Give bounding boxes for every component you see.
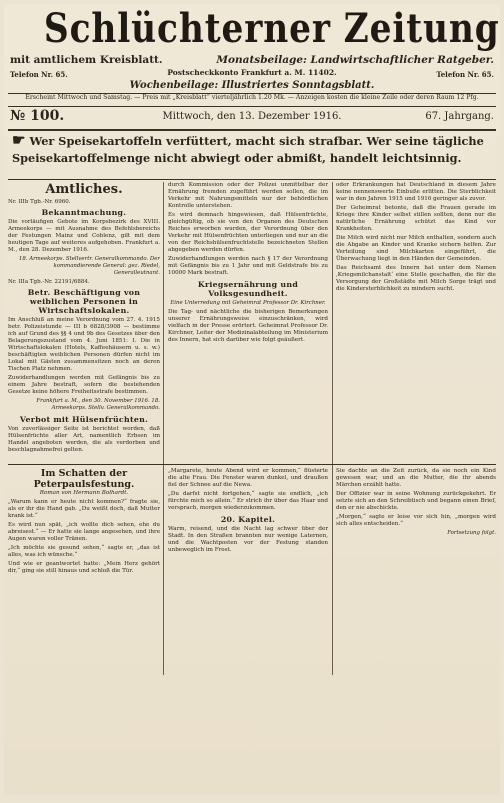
column-middle <box>168 182 328 464</box>
continued-note: Fortsetzung folgt. <box>447 530 496 536</box>
price-line: Erscheint Mittwoch und Samstag. — Preis mit „Kreisblatt“ vierteljährlich 1.20 Mk. — Anzeigen kosten die kleine Zeile oder deren Raum 12 Pfg. <box>25 94 479 101</box>
article-paragraph: Die vorläufigen Gebote im Korpsbezirk des XVIII. Armeekorps — mit Ausnahme des Befehlsbereichs der Festungen Mainz und Coblenz, gilt mit dem heutigen Tage auf weiteres aufgehoben. Frankfurt a. M., den 28. Dezember 1916. <box>8 219 160 253</box>
column-divider <box>332 182 333 675</box>
reference-number: Nr. IIIb Tgb.-Nr. 6960. <box>8 199 71 205</box>
feuilleton-divider <box>8 464 496 465</box>
banner-text: Wer Speisekartoffeln verfüttert, macht sich strafbar. Wer seine tägliche Speisekartoffelmenge nicht abwiegt oder abmißt, handelt leichtsinnig. <box>12 134 484 165</box>
serial-novel-column-2 <box>168 468 328 791</box>
article-paragraph: Zuwiderhandlungen werden mit Gefängnis bis zu einem Jahre bestraft, sofern die bestehenden Gesetze keine höhere Freiheitsstrafe bestimmen. <box>8 375 160 395</box>
article-paragraph: Von zuverlässiger Seite ist berichtet worden, daß Hülsenfrüchte aller Art, namentlich Erbsen im Handel angeboten werden, die als verdorben und beschlagnahmefrei gelten. <box>8 426 160 452</box>
serial-novel-column-1 <box>8 468 160 791</box>
newspaper-page <box>4 4 500 795</box>
postal-account: Postscheckkonto Frankfurt a. M. 11402. <box>167 68 337 77</box>
article-heading: Verbot mit Hülsenfrüchten. <box>19 415 149 424</box>
article-paragraph: durch Kommission oder der Polizei unmittelbar der Ernährung fremden zugeführt werden sollen, die im Verkehr mit Nahrungsmitteln nur der behördlichen Kontrolle unterstehen. <box>168 182 328 209</box>
signature: Frankfurt a. M., den 30. November 1916. 18. Armeekorps. Stellv. Generalkommando. <box>36 398 160 411</box>
novel-paragraph: Es wird nun spät, „ich wollte dich sehen, ehe du abreisest.“ — Er hatte sie lange angesehen, und ihre Augen waren voller Tränen. <box>8 522 160 542</box>
issue-number: № 100. <box>10 108 65 124</box>
article-heading: Kriegsernährung und Volksgesundheit. <box>197 280 299 298</box>
subheader-row-2 <box>10 68 494 80</box>
pointing-hand-icon: ☛ <box>12 131 26 149</box>
serial-novel-column-3 <box>336 468 496 791</box>
article-paragraph: Zuwiderhandlungen werden nach § 17 der Verordnung mit Gefängnis bis zu 1 Jahr und mit Geldstrafe bis zu 10000 Mark bestraft. <box>168 256 328 276</box>
article-paragraph: Der Geheimrat betonte, daß die Frauen gerade im Kriege ihre Kinder selbst stillen sollten, denn nur die natürliche Ernährung schützt das Kind vor Krankheiten. <box>336 205 496 232</box>
novel-author: Roman von Hermann Bolhardt. <box>39 490 129 496</box>
novel-paragraph: Und wie er geantwortet hatte: „Mein Herz gehört dir,“ ging sie still hinaus und schloß die Tür. <box>8 561 160 574</box>
novel-paragraph: „Morgen,“ sagte er leise vor sich hin, „morgen wird sich alles entscheiden.“ <box>336 514 496 527</box>
volume-year: 67. Jahrgang. <box>425 111 494 122</box>
subheader-row-1 <box>10 54 494 68</box>
signature: 18. Armeekorps. Stellvertr. Generalkommando. Der kommandierende General: gez. Riedel, Generalleutnant. <box>18 256 160 276</box>
divider <box>8 179 496 180</box>
article-subheading: Eine Unterredung mit Geheimrat Professor Dr. Kirchner. <box>170 300 326 306</box>
novel-paragraph: „Ich möchte sie gesund sehen,“ sagte er, „das ist alles, was ich wünsche.“ <box>8 545 160 558</box>
article-paragraph: oder Erkrankungen hat Deutschland in diesem Jahre keine nennenswerte Einbuße erlitten. Die Sterblichkeit war in den Jahren 1915 und 1916 geringer als zuvor. <box>336 182 496 202</box>
novel-paragraph: „Margarete, heute Abend wird er kommen,“ flüsterte die alte Frau. Die Fenster waren dunkel, und draußen fiel der Schnee auf die Newa. <box>168 468 328 488</box>
issue-date: Mittwoch, den 13. Dezember 1916. <box>162 111 342 122</box>
phone-left: Telefon Nr. 65. <box>10 70 68 79</box>
article-heading: Betr. Beschäftigung von weiblichen Personen in Wirtschaftslokalen. <box>27 288 141 315</box>
masthead-title: Schlüchterner Zeitung <box>43 5 500 52</box>
reference-number: Nr. IIIa Tgb.-Nr. 22191/6884. <box>8 279 90 285</box>
right-tagline: Monatsbeilage: Landwirtschaftlicher Ratgeber. <box>216 54 494 66</box>
article-paragraph: Die Tag- und nächtliche die bisherigen Bemerkungen unserer Ernährungsweise einzuschränken, wird vielfach in der Presse erörtert. Geheimrat Professor Dr. Kirchner, Leiter der Medizinalabteilung im Ministerium des Innern, hat sich darüber wie folgt geäußert. <box>168 309 328 343</box>
novel-title: Im Schatten der Peterpaulsfestung. <box>33 468 135 490</box>
novel-paragraph: „Warum kann er heute nicht kommen?“ fragte sie, als er ihr die Hand gab. „Du weißt doch, daß Mutter krank ist.“ <box>8 499 160 519</box>
divider <box>8 129 496 131</box>
column-right <box>336 182 496 464</box>
section-title: Amtliches. <box>45 182 123 197</box>
article-paragraph: Im Anschluß an meine Verordnung vom 27. 4. 1915 betr. Polizeistunde — III b 6828/3908 — bestimme ich auf Grund des §§ 4 und 9b des Gesetzes über den Belagerungszustand vom 4. Juni 1851: I. Die in Wirtschaftslokalen (Hotels, Kaffeehäusern u. s. w.) beschäftigten weiblichen Personen dürfen nicht im Lokal mit Gästen zusammensitzen noch an deren Tischen Platz nehmen. <box>8 317 160 372</box>
novel-paragraph: Sie dachte an die Zeit zurück, da sie noch ein Kind gewesen war, und an die Mutter, die ihr abends Märchen erzählt hatte. <box>336 468 496 488</box>
article-paragraph: Es wird demnach hingewiesen, daß Hülsenfrüchte, gleichgültig, ob sie von den Organen des Deutschen Reiches erworben wurden, der Verordnung über den Verkehr mit Hülsenfrüchten unterliegen und nur an die von der Reichshülsenfruchtstelle bezeichneten Stellen abgegeben werden dürfen. <box>168 212 328 253</box>
phone-right: Telefon Nr. 65. <box>436 70 494 79</box>
issue-line <box>10 108 494 128</box>
column-divider <box>163 182 164 675</box>
article-paragraph: Die Milch wird nicht nur Milch enthalten, sondern auch die Abgabe an Kinder und Kranke sichern helfen. Zur Verteilung sind Milchkarten eingeführt, die Überwachung liegt in den Händen der Gemeinden. <box>336 235 496 262</box>
article-paragraph: Das Reichsamt des Innern hat unter dem Namen ‚Kriegsmilchanstalt‘ eine Stelle geschaffen, die für die Versorgung der Großstädte mit Milch Sorge trägt und die Kindersterblichkeit zu mindern sucht. <box>336 265 496 292</box>
novel-paragraph: „Du darfst nicht fortgehen,“ sagte sie endlich, „ich fürchte mich so allein.“ Er strich ihr über das Haar und versprach, morgen wiederzukommen. <box>168 491 328 511</box>
column-official <box>8 182 160 452</box>
divider <box>8 106 496 107</box>
left-tagline: mit amtlichem Kreisblatt. <box>10 54 163 66</box>
headline-banner <box>12 132 492 178</box>
chapter-heading: 20. Kapitel. <box>220 515 276 524</box>
novel-paragraph: Der Offizier war in seine Wohnung zurückgekehrt. Er setzte sich an den Schreibtisch und begann einen Brief, den er nie abschickte. <box>336 491 496 511</box>
article-heading: Bekanntmachung. <box>41 208 127 217</box>
weekly-supplement: Wochenbeilage: Illustriertes Sonntagsblatt. <box>129 80 375 91</box>
novel-paragraph: Warm, reisend, und die Nacht lag schwer über der Stadt. In den Straßen brannten nur wenige Laternen, und die Wachtposten vor der Festung standen unbeweglich im Frost. <box>168 526 328 553</box>
